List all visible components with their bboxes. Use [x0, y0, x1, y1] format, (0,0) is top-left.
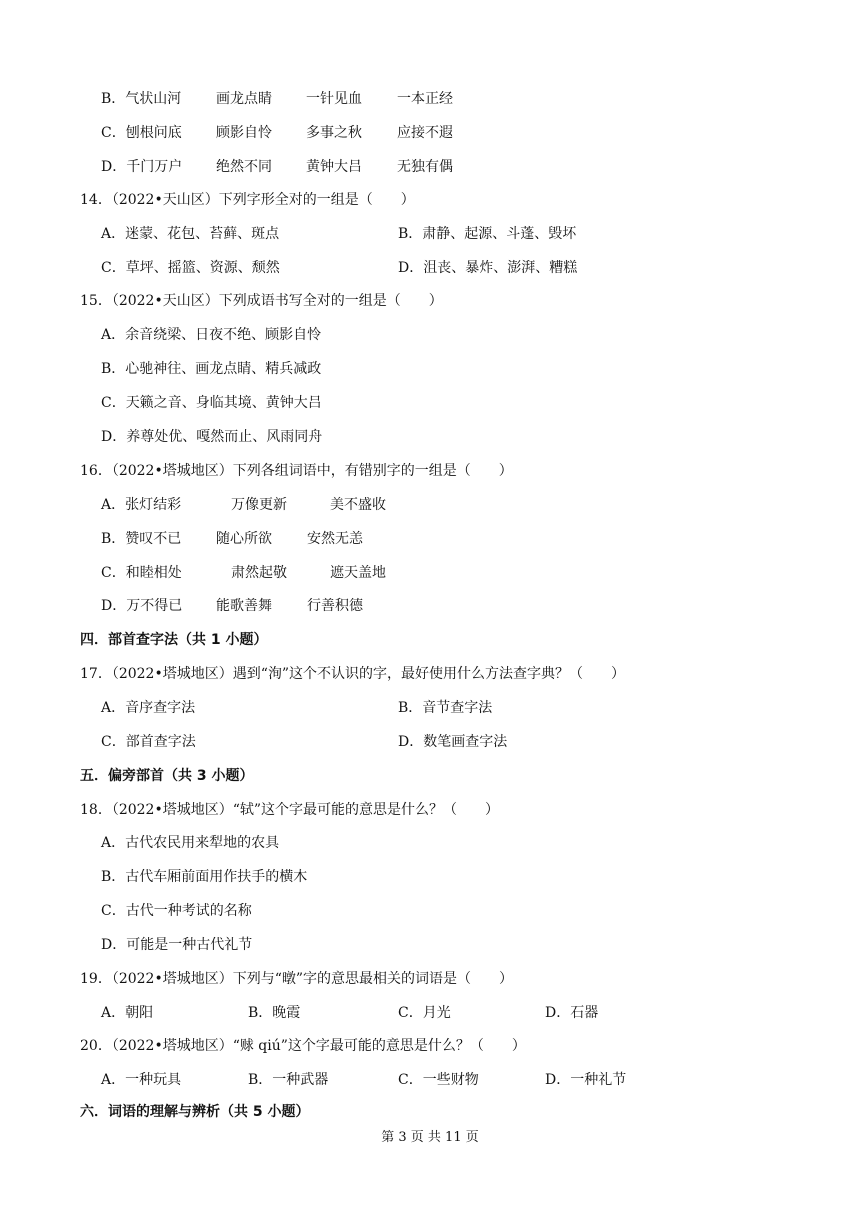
q16-b-word-3: 安然无恙 [307, 531, 363, 547]
q18-stem: 18．（2022•塔城地区）“轼”这个字最可能的意思是什么？（ ） [80, 802, 500, 818]
q15-stem: 15．（2022•天山区）下列成语书写全对的一组是（ ） [80, 293, 443, 309]
q18-option-b: B．古代车厢前面用作扶手的横木 [101, 869, 308, 885]
q18-option-c: C．古代一种考试的名称 [101, 903, 252, 919]
q13-d-word-2: 绝然不同 [216, 159, 272, 175]
q16-d-word-3: 行善积德 [307, 598, 363, 614]
q19-option-a: A．朝阳 [101, 1005, 154, 1021]
q16-d-word-2: 能歌善舞 [216, 598, 272, 614]
q13-d-word-3: 黄钟大吕 [306, 159, 362, 175]
q20-option-a: A．一种玩具 [101, 1072, 182, 1088]
q20-option-b: B．一种武器 [248, 1072, 329, 1088]
q14-option-c: C．草坪、摇篮、资源、颓然 [101, 260, 280, 276]
q19-option-b: B．晚霞 [248, 1005, 301, 1021]
q16-c-word-2: 肃然起敬 [231, 565, 287, 581]
q16-b-word-2: 随心所欲 [216, 531, 272, 547]
section-6-heading: 六．词语的理解与辨析（共 5 小题） [80, 1104, 310, 1120]
q13-b-word-1: B．气状山河 [101, 91, 182, 107]
q16-c-word-3: 遮天盖地 [330, 565, 386, 581]
q13-c-word-4: 应接不遐 [397, 125, 453, 141]
q17-option-b: B．音节查字法 [398, 700, 493, 716]
q17-stem: 17．（2022•塔城地区）遇到“洵”这个不认识的字，最好使用什么方法查字典？（ ） [80, 666, 626, 682]
q13-d-word-1: D．千门万户 [101, 159, 183, 175]
q13-c-word-2: 顾影自怜 [216, 125, 272, 141]
page-footer: 第 3 页 共 11 页 [381, 1130, 479, 1145]
q14-option-d: D．沮丧、暴炸、澎湃、糟糕 [398, 260, 578, 276]
q13-c-word-1: C．刨根问底 [101, 125, 182, 141]
q20-option-c: C．一些财物 [398, 1072, 479, 1088]
q17-option-a: A．音序查字法 [101, 700, 196, 716]
section-5-heading: 五．偏旁部首（共 3 小题） [80, 768, 254, 784]
q15-option-c: C．天籁之音、身临其境、黄钟大吕 [101, 395, 322, 411]
q17-option-d: D．数笔画查字法 [398, 734, 508, 750]
q15-option-d: D．养尊处优、嘎然而止、风雨同舟 [101, 429, 323, 445]
q13-b-word-4: 一本正经 [397, 91, 453, 107]
q15-option-b: B．心驰神往、画龙点睛、精兵减政 [101, 361, 322, 377]
q16-a-word-1: A．张灯结彩 [101, 497, 182, 513]
q19-stem: 19．（2022•塔城地区）下列与“暾”字的意思最相关的词语是（ ） [80, 971, 514, 987]
q16-d-word-1: D．万不得已 [101, 598, 183, 614]
q13-d-word-4: 无独有偶 [397, 159, 453, 175]
q18-option-d: D．可能是一种古代礼节 [101, 937, 253, 953]
q18-option-a: A．古代农民用来犁地的农具 [101, 835, 280, 851]
q20-option-d: D．一种礼节 [545, 1072, 627, 1088]
q13-b-word-3: 一针见血 [306, 91, 362, 107]
q19-option-d: D．石器 [545, 1005, 599, 1021]
q16-a-word-2: 万像更新 [231, 497, 287, 513]
q20-stem: 20．（2022•塔城地区）“赇 qiú”这个字最可能的意思是什么？（ ） [80, 1038, 526, 1054]
q15-option-a: A．余音绕梁、日夜不绝、顾影自怜 [101, 327, 322, 343]
q16-stem: 16．（2022•塔城地区）下列各组词语中，有错别字的一组是（ ） [80, 463, 513, 479]
q14-stem: 14．（2022•天山区）下列字形全对的一组是（ ） [80, 192, 415, 208]
q14-option-a: A．迷蒙、花包、苔藓、斑点 [101, 226, 280, 242]
q16-c-word-1: C．和睦相处 [101, 565, 182, 581]
q13-c-word-3: 多事之秋 [306, 125, 362, 141]
q19-option-c: C．月光 [398, 1005, 451, 1021]
q14-option-b: B．肃静、起源、斗蓬、毁坏 [398, 226, 577, 242]
q16-a-word-3: 美不盛收 [330, 497, 386, 513]
q13-b-word-2: 画龙点睛 [216, 91, 272, 107]
q16-b-word-1: B．赞叹不已 [101, 531, 182, 547]
q17-option-c: C．部首查字法 [101, 734, 196, 750]
section-4-heading: 四．部首查字法（共 1 小题） [80, 632, 268, 648]
